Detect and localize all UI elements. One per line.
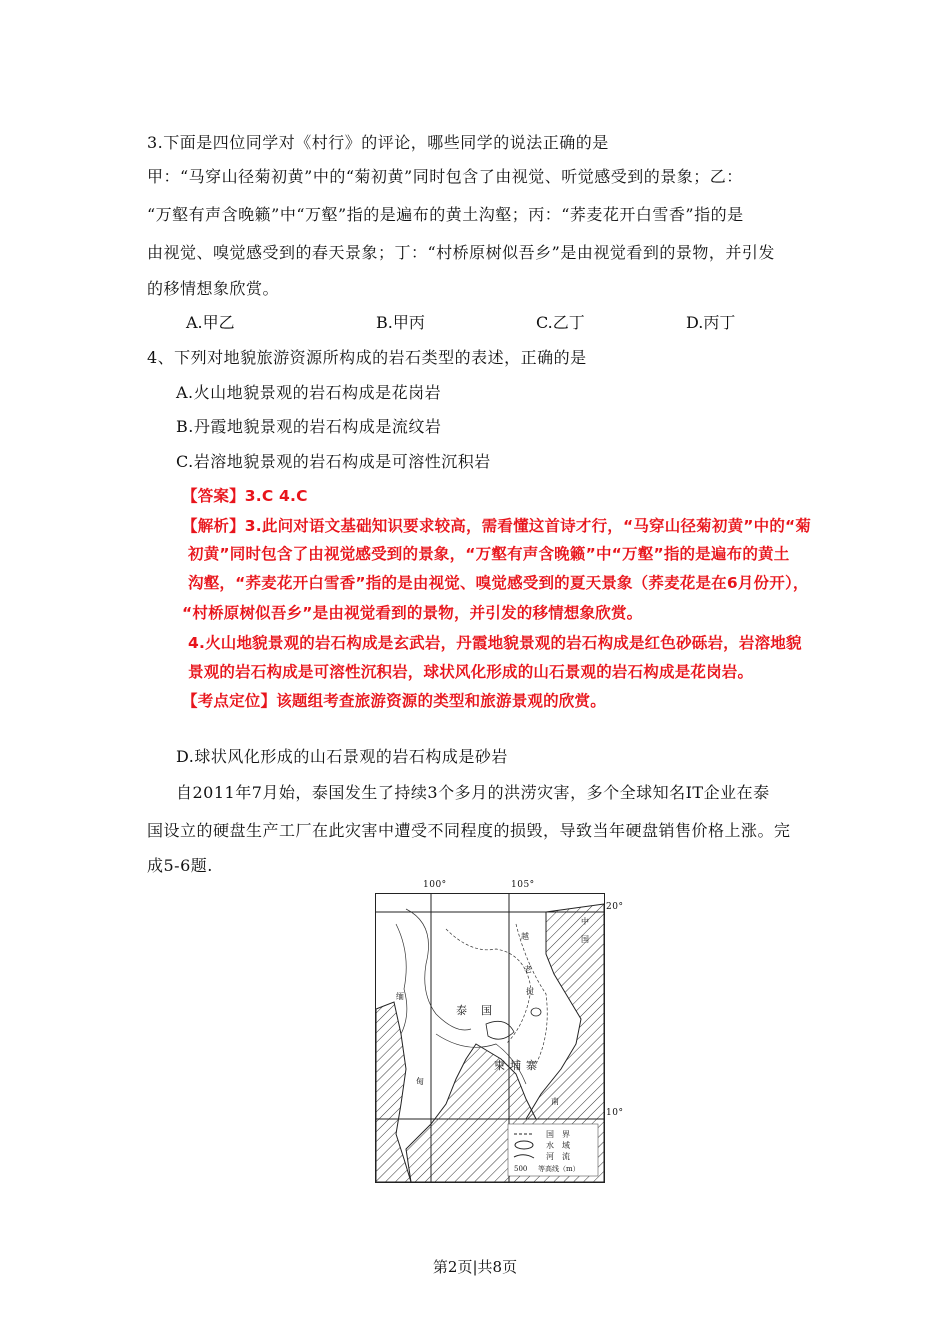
- passage-line-2: 国设立的硬盘生产工厂在此灾害中遭受不同程度的损毁，导致当年硬盘销售价格上涨。完: [147, 821, 791, 840]
- analysis-line-6: 景观的岩石构成是可溶性沉积岩，球状风化形成的山石景观的岩石构成是花岗岩。: [188, 663, 754, 681]
- label-dian: 甸: [416, 1077, 424, 1086]
- label-wo: 挝: [526, 987, 534, 996]
- q3-stem: 3.下面是四位同学对《村行》的评论，哪些同学的说法正确的是: [147, 133, 609, 152]
- analysis-line-3: 沟壑，“荞麦花开白雪香”指的是由视觉、嗅觉感受到的夏天景象（荞麦花是在6月份开），: [188, 574, 809, 592]
- q3-line-4: 的移情想象欣赏。: [147, 279, 280, 298]
- label-guo2: 国: [581, 935, 589, 944]
- q4-option-c: C.岩溶地貌景观的岩石构成是可溶性沉积岩: [176, 452, 491, 471]
- lat-label-10: 10°: [606, 1108, 624, 1118]
- label-yue: 越: [521, 932, 529, 941]
- sea-east: [526, 904, 604, 1119]
- label-tai: 泰: [456, 1004, 467, 1017]
- lon-label-100: 100°: [423, 880, 447, 890]
- page-footer: 第2页|共8页: [432, 1258, 518, 1276]
- q3-choice-a: A.甲乙: [186, 313, 235, 332]
- q4-stem: 4、下列对地貌旅游资源所构成的岩石类型的表述，正确的是: [147, 348, 587, 367]
- legend-contour: 等高线（m）: [538, 1165, 580, 1173]
- label-nan: 南: [551, 1097, 559, 1106]
- label-guo: 国: [481, 1004, 492, 1017]
- q3-choice-b: B.甲丙: [376, 313, 425, 332]
- analysis-line-1: 【解析】3.此问对语文基础知识要求较高，需看懂这首诗才行，“马穿山径菊初黄”中的“菊: [182, 517, 812, 535]
- label-zhai: 寨: [526, 1059, 537, 1072]
- passage-line-3: 成5-6题.: [147, 856, 213, 875]
- label-jian: 柬: [494, 1059, 505, 1072]
- label-mian: 缅: [396, 992, 404, 1001]
- analysis-line-4: “村桥原树似吾乡”是由视觉看到的景物，并引发的移情想象欣赏。: [182, 604, 643, 622]
- legend-river: 河 流: [546, 1152, 570, 1161]
- q3-choice-d: D.丙丁: [686, 313, 736, 332]
- q4-option-b: B.丹霞地貌景观的岩石构成是流纹岩: [176, 417, 442, 436]
- map-legend: [508, 1124, 598, 1176]
- q3-line-2: “万壑有声含晚籁”中“万壑”指的是遍布的黄土沟壑；丙：“荞麦花开白雪香”指的是: [147, 205, 744, 224]
- passage-line-1: 自2011年7月始，泰国发生了持续3个多月的洪涝灾害，多个全球知名IT企业在泰: [176, 783, 770, 802]
- q3-line-3: 由视觉、嗅觉感受到的春天景象；丁：“村桥原树似吾乡”是由视觉看到的景物，并引发: [147, 243, 775, 262]
- q3-choice-c: C.乙丁: [536, 313, 585, 332]
- legend-water: 水 域: [546, 1141, 570, 1150]
- label-lao: 老: [524, 965, 532, 974]
- answer-line: 【答案】3.C 4.C: [182, 487, 308, 505]
- sea-west: [376, 1002, 411, 1182]
- thailand-map: [375, 893, 605, 1183]
- lat-label-20: 20°: [606, 902, 624, 912]
- map-svg: [376, 894, 604, 1182]
- q3-line-1: 甲：“马穿山径菊初黄”中的“菊初黄”同时包含了由视觉、听觉感受到的景象；乙：: [147, 167, 743, 186]
- q3-choices: [186, 310, 806, 334]
- legend-contour-value: 500: [514, 1165, 528, 1173]
- label-pu: 埔: [510, 1059, 521, 1072]
- q4-option-a: A.火山地貌景观的岩石构成是花岗岩: [176, 383, 442, 402]
- q4-option-d: D.球状风化形成的山石景观的岩石构成是砂岩: [176, 747, 508, 766]
- analysis-line-2: 初黄”同时包含了由视觉感受到的景象，“万壑有声含晚籁”中“万壑”指的是遍布的黄土: [188, 545, 790, 563]
- label-zhong: 中: [581, 917, 589, 926]
- analysis-line-7: 【考点定位】该题组考查旅游资源的类型和旅游景观的欣赏。: [182, 692, 606, 710]
- legend-border: 国 界: [546, 1130, 570, 1139]
- lon-label-105: 105°: [511, 880, 535, 890]
- analysis-line-5: 4.火山地貌景观的岩石构成是玄武岩，丹霞地貌景观的岩石构成是红色砂砾岩，岩溶地貌: [188, 634, 802, 652]
